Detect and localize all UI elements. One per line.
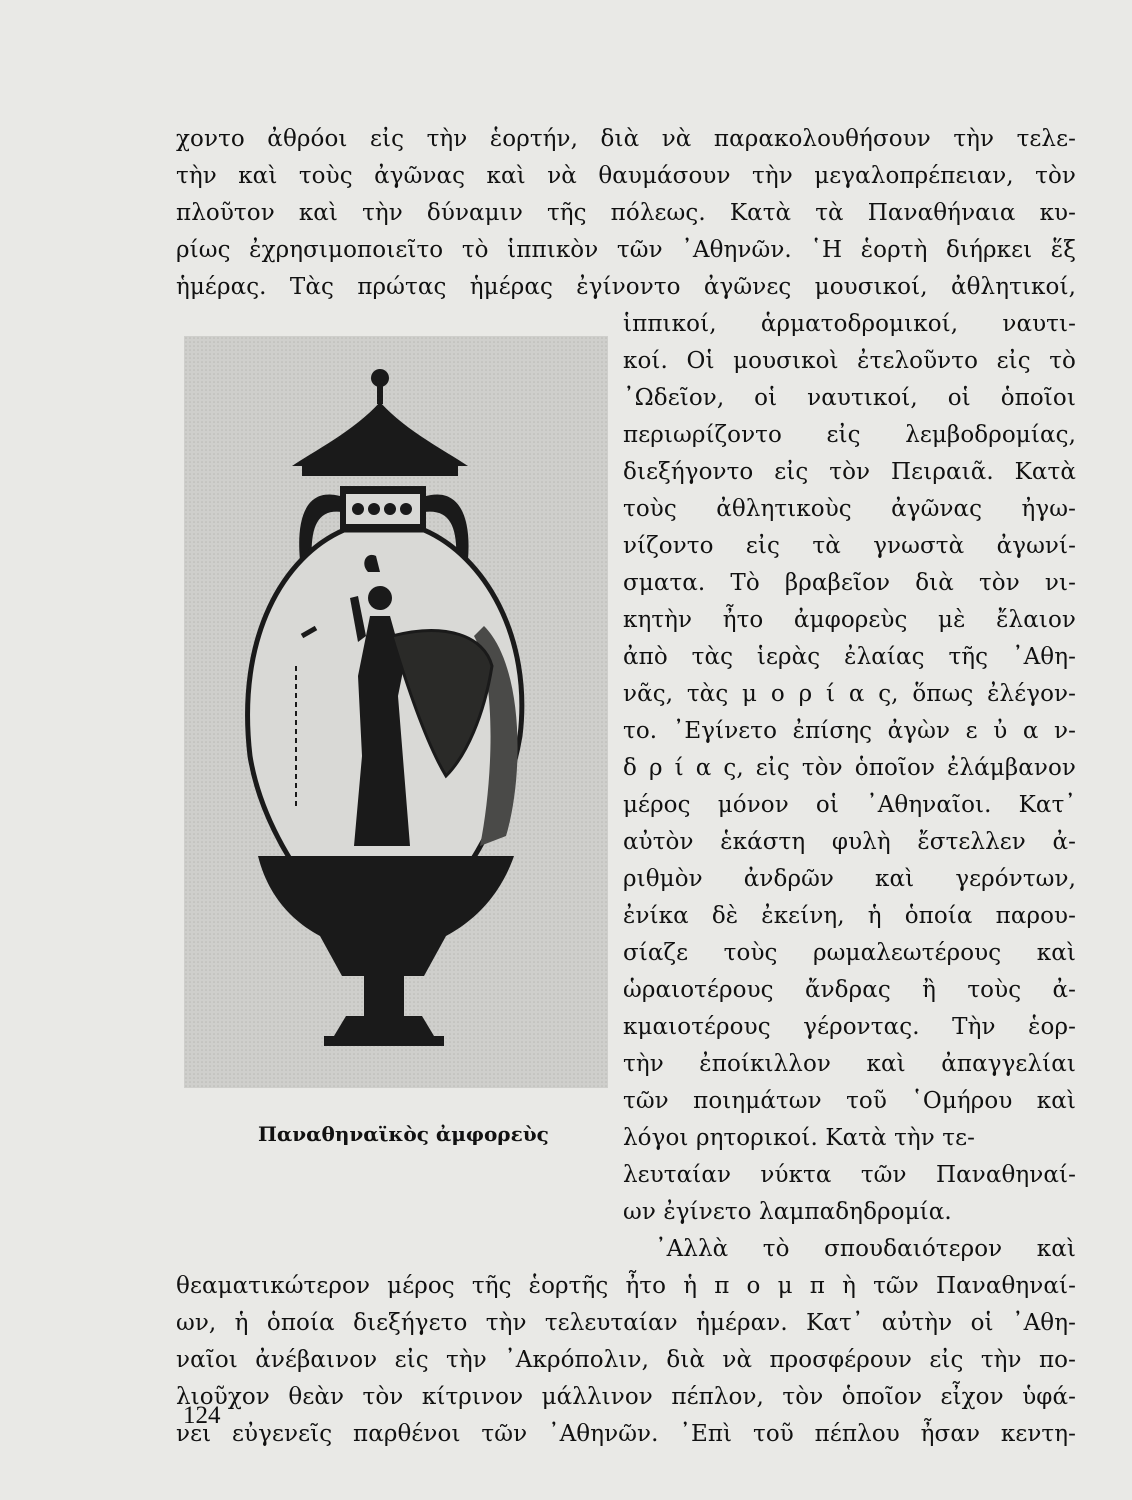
text-line: τὴν ἐποίκιλλον καὶ ἀπαγγελίαι (623, 1051, 1076, 1077)
text-line: ναῖοι ἀνέβαινον εἰς τὴν ᾿Ακρόπολιν, διὰ νὰ προσφέρουν εἰς τὴν πο- (176, 1347, 1076, 1373)
text-line: νᾶς, τὰς μ ο ρ ί α ς, ὅπως ἐλέγον- (623, 681, 1076, 707)
text-line: ἱππικοί, ἁρματοδρομικοί, ναυτι- (623, 311, 1076, 337)
text-line: χοντο ἀθρόοι εἰς τὴν ἑορτήν, διὰ νὰ παρακολουθήσουν τὴν τελε- (176, 126, 1076, 152)
text-line: ων, ἡ ὁποία διεξήγετο τὴν τελευταίαν ἡμέραν. Κατ᾿ αὐτὴν οἱ ᾿Αθη- (176, 1310, 1076, 1336)
amphora-illustration-icon (184, 336, 608, 1088)
text-line: ων ἐγίνετο λαμπαδηδρομία. (623, 1199, 952, 1225)
text-line: ἀπὸ τὰς ἱερὰς ἐλαίας τῆς ᾿Αθη- (623, 644, 1076, 670)
text-line: αὐτὸν ἑκάστη φυλὴ ἔστελλεν ἀ- (623, 829, 1076, 855)
text-line: διεξήγοντο εἰς τὸν Πειραιᾶ. Κατὰ (623, 459, 1076, 485)
text-line: τὴν καὶ τοὺς ἀγῶνας καὶ νὰ θαυμάσουν τὴν μεγαλοπρέπειαν, τὸν (176, 163, 1076, 189)
text-line: ριθμὸν ἀνδρῶν καὶ γερόντων, (623, 866, 1076, 892)
text-line: περιωρίζοντο εἰς λεμβοδρομίας, (623, 422, 1076, 448)
text-line: πλοῦτον καὶ τὴν δύναμιν τῆς πόλεως. Κατὰ τὰ Παναθήναια κυ- (176, 200, 1076, 226)
text-line: νει εὐγενεῖς παρθένοι τῶν ᾿Αθηνῶν. ᾿Επὶ τοῦ πέπλου ἦσαν κεντη- (176, 1421, 1076, 1447)
text-line: σίαζε τοὺς ρωμαλεωτέρους καὶ (623, 940, 1076, 966)
text-line: θεαματικώτερον μέρος τῆς ἑορτῆς ἦτο ἡ π ο μ π ὴ τῶν Παναθηναί- (176, 1273, 1076, 1299)
text-line: ρίως ἐχρησιμοποιεῖτο τὸ ἱππικὸν τῶν ᾿Αθηνῶν. ῾Η ἑορτὴ διήρκει ἕξ (176, 237, 1076, 263)
figure-caption: Παναθηναϊκὸς ἀμφορεὺς (258, 1122, 549, 1146)
text-line: ἐνίκα δὲ ἐκείνη, ἡ ὁποία παρου- (623, 903, 1076, 929)
text-line: δ ρ ί α ς, εἰς τὸν ὁποῖον ἐλάμβανον (623, 755, 1076, 781)
page-number: 124 (183, 1402, 221, 1429)
text-line: κμαιοτέρους γέροντας. Τὴν ἑορ- (623, 1014, 1076, 1040)
text-line: ᾿Ωδεῖον, οἱ ναυτικοί, οἱ ὁποῖοι (623, 385, 1076, 411)
text-line: λευταίαν νύκτα τῶν Παναθηναί- (623, 1162, 1076, 1188)
text-line: ἡμέρας. Τὰς πρώτας ἡμέρας ἐγίνοντο ἀγῶνες μουσικοί, ἀθλητικοί, (176, 274, 1076, 300)
text-line: το. ᾿Εγίνετο ἐπίσης ἀγὼν ε ὐ α ν- (623, 718, 1076, 744)
text-line: μέρος μόνον οἱ ᾿Αθηναῖοι. Κατ᾿ (623, 792, 1076, 818)
text-line: ὡραιοτέρους ἄνδρας ἢ τοὺς ἀ- (623, 977, 1076, 1003)
text-line: σματα. Τὸ βραβεῖον διὰ τὸν νι- (623, 570, 1076, 596)
amphora-figure (184, 336, 608, 1088)
text-line: τοὺς ἀθλητικοὺς ἀγῶνας ἠγω- (623, 496, 1076, 522)
text-line: ᾿Αλλὰ τὸ σπουδαιότερον καὶ (655, 1236, 1076, 1262)
text-line: λόγοι ρητορικοί. Κατὰ τὴν τε- (623, 1125, 976, 1151)
text-line: κοί. Οἱ μουσικοὶ ἐτελοῦντο εἰς τὸ (623, 348, 1076, 374)
text-line: λιοῦχον θεὰν τὸν κίτρινον μάλλινον πέπλον, τὸν ὁποῖον εἶχον ὑφά- (176, 1384, 1076, 1410)
text-line: τῶν ποιημάτων τοῦ ῾Ομήρου καὶ (623, 1088, 1076, 1114)
text-line: νίζοντο εἰς τὰ γνωστὰ ἀγωνί- (623, 533, 1076, 559)
text-line: κητὴν ἦτο ἀμφορεὺς μὲ ἔλαιον (623, 607, 1076, 633)
